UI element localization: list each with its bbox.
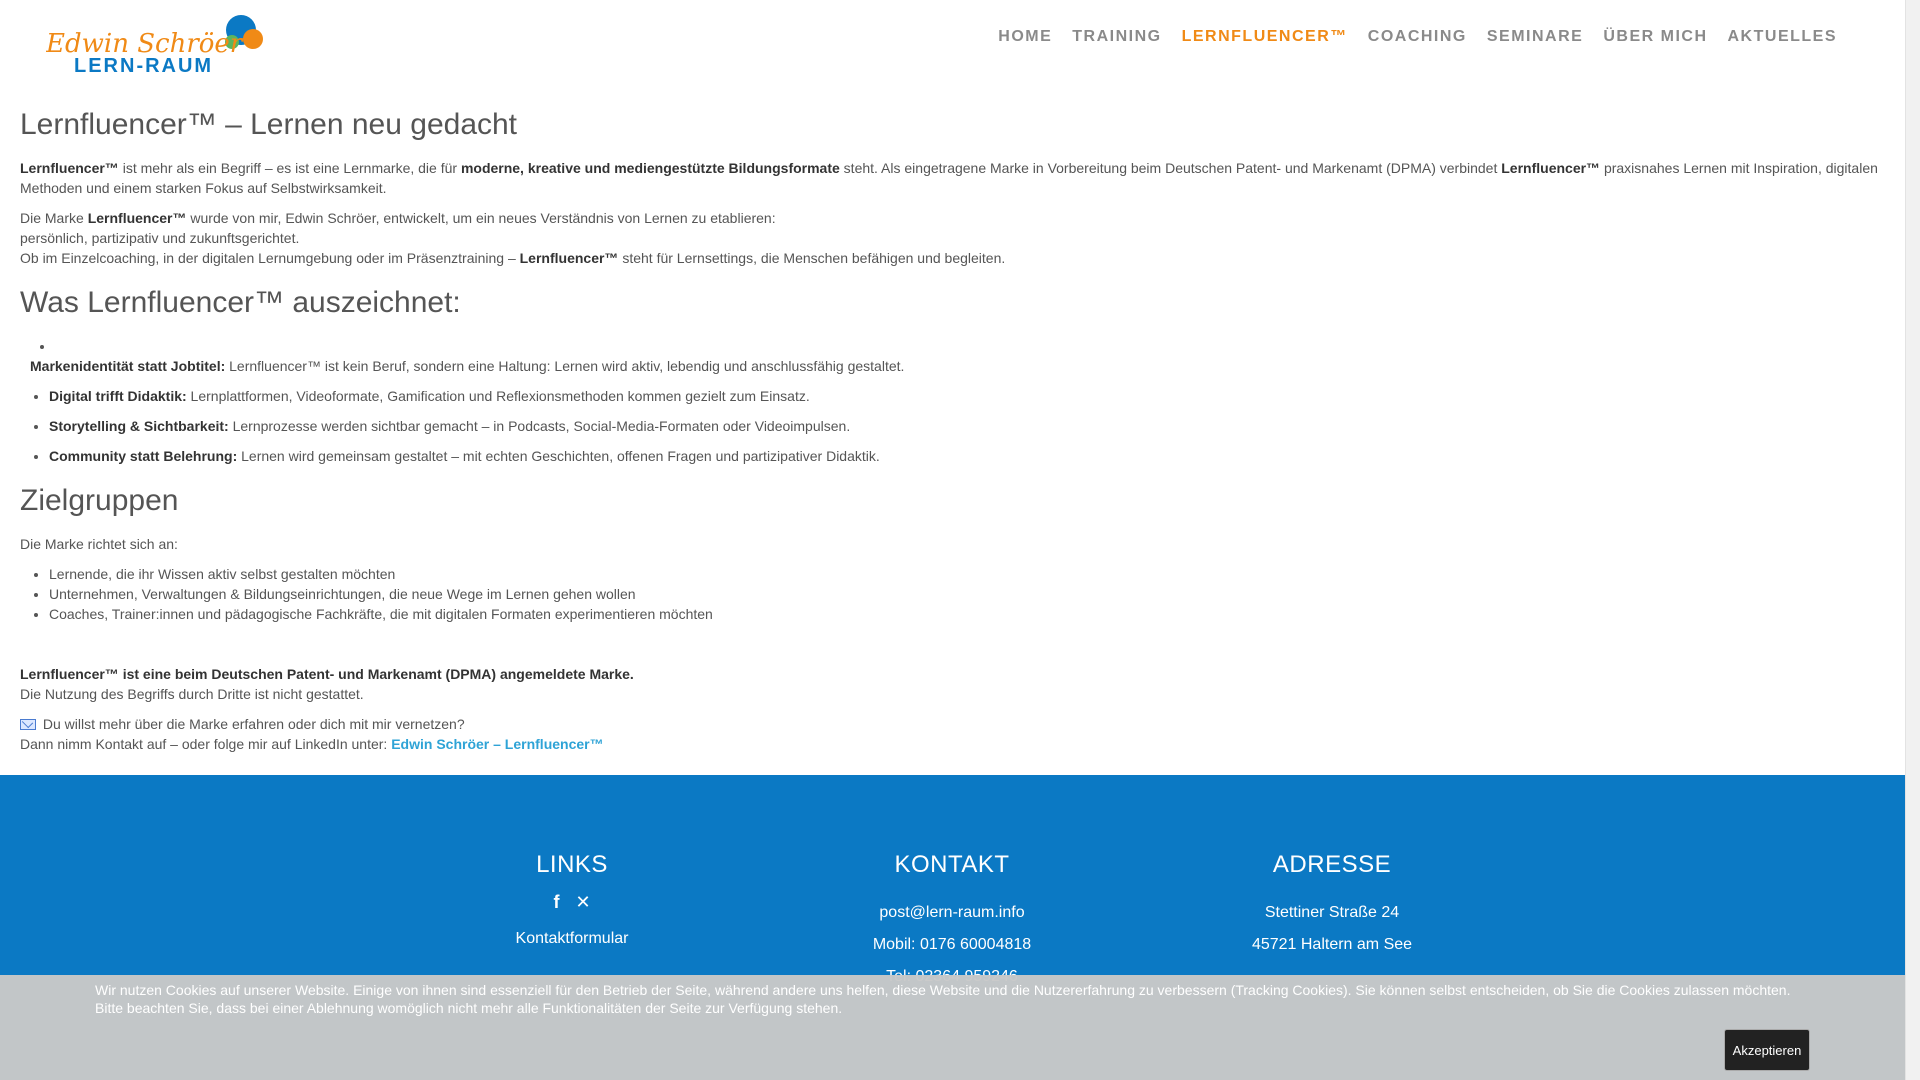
site-header xyxy=(0,0,1905,86)
feature-bold: Markenidentität statt Jobtitel: xyxy=(30,358,226,374)
footer-contact-heading: KONTAKT xyxy=(894,851,1010,878)
trademark-bold: Lernfluencer™ ist eine beim Deutschen Patent- und Markenamt (DPMA) angemeldete Marke. xyxy=(20,666,634,682)
social-icons xyxy=(422,891,722,913)
nav-lernfluencer[interactable]: LERNFLUENCER™ xyxy=(1181,28,1348,45)
list-item: • Coaches, Trainer:innen und pädagogische Fachkräfte, die mit digitalen Formaten experimentieren möchten xyxy=(49,604,1885,624)
cookie-text-line-2: Bitte beachten Sie, dass bei einer Ablehnung womöglich nicht mehr alle Funktionalitäten der Seite zur Verfügung stehen. xyxy=(95,1000,843,1016)
target-groups-list xyxy=(20,564,1885,624)
contact-mobile: Mobil: 0176 60004818 xyxy=(872,936,1032,953)
facebook-icon[interactable]: f xyxy=(553,891,560,912)
xing-icon[interactable]: ✕ xyxy=(575,891,591,912)
target-groups-intro: Die Marke richtet sich an: xyxy=(20,536,178,552)
intro-paragraph xyxy=(20,158,1885,198)
feature-text: Lernprozesse werden sichtbar gemacht – in Podcasts, Social-Media-Formaten oder Videoimpulsen. xyxy=(228,418,851,434)
nav-aktuelles[interactable]: AKTUELLES xyxy=(1727,28,1837,45)
cookie-text xyxy=(95,981,1795,1017)
origin-bold-2: Lernfluencer™ xyxy=(519,250,619,266)
address-city: 45721 Haltern am See xyxy=(1251,936,1413,953)
list-item xyxy=(49,446,1885,466)
nav-coaching[interactable]: COACHING xyxy=(1367,28,1467,45)
trademark-notice xyxy=(20,664,1885,704)
contact-text: Dann nimm Kontakt auf – oder folge mir auf LinkedIn unter: xyxy=(20,736,392,752)
page-title: Lernfluencer™ – Lernen neu gedacht xyxy=(20,108,518,141)
cookie-banner xyxy=(0,975,1905,1080)
contact-question: Du willst mehr über die Marke erfahren oder dich mit mir vernetzen? xyxy=(39,716,465,732)
origin-bold-1: Lernfluencer™ xyxy=(87,210,187,226)
feature-text: Lernfluencer™ ist kein Beruf, sondern eine Haltung: Lernen wird aktiv, lebendig und anschlussfähig gestaltet. xyxy=(225,358,905,374)
features-heading: Was Lernfluencer™ auszeichnet: xyxy=(20,286,461,319)
nav-home[interactable]: HOME xyxy=(998,28,1053,45)
feature-text: Lernplattformen, Videoformate, Gamification und Reflexionsmethoden kommen gezielt zum Einsatz. xyxy=(186,388,810,404)
feature-bold: Storytelling & Sichtbarkeit: xyxy=(49,418,229,434)
logo-graphic xyxy=(46,12,276,74)
nav-seminare[interactable]: SEMINARE xyxy=(1486,28,1584,45)
contact-email[interactable]: post@lern-raum.info xyxy=(879,904,1025,921)
trademark-text: Die Nutzung des Begriffs durch Dritte ist nicht gestattet. xyxy=(20,686,364,702)
feature-bold: Community statt Belehrung: xyxy=(49,448,238,464)
origin-text-4: steht für Lernsettings, die Menschen befähigen und begleiten. xyxy=(618,250,1006,266)
feature-text: Lernen wird gemeinsam gestaltet – mit echten Geschichten, offenen Fragen und partizipativer Didaktik. xyxy=(237,448,880,464)
logo-brand-text: LERN-RAUM xyxy=(74,55,214,74)
footer-contact-column xyxy=(802,851,1102,993)
vertical-scrollbar[interactable] xyxy=(1905,0,1920,1080)
intro-text-2: steht. Als eingetragene Marke in Vorbereitung beim Deutschen Patent- und Markenamt (DPMA) verbindet xyxy=(839,160,1502,176)
main-navigation xyxy=(988,28,1847,46)
feature-bold: Digital trifft Didaktik: xyxy=(49,388,187,404)
origin-line-2: persönlich, partizipativ und zukunftsgerichtet. xyxy=(20,230,300,246)
intro-text-3: praxisnahes Lernen mit Inspiration, digitalen Methoden und einem starken Fokus auf Selbstwirksamkeit. xyxy=(20,160,1878,196)
footer-links-heading: LINKS xyxy=(536,851,608,878)
intro-bold-3: Lernfluencer™ xyxy=(1501,160,1601,176)
accept-cookies-button[interactable]: Akzeptieren xyxy=(1724,1029,1810,1071)
cookie-text-line-1: Wir nutzen Cookies auf unserer Website. Einige von ihnen sind essenziell für den Betrieb der Seite, während andere uns helfen, diese Website und die Nutzererfahrung zu verbessern (Tracking Cookies). Sie können selbst entscheiden, ob Sie die Cookies zulassen möchten. xyxy=(95,982,1791,998)
linkedin-link[interactable]: Edwin Schröer – Lernfluencer™ xyxy=(391,736,604,752)
origin-paragraph xyxy=(20,208,1885,268)
envelope-icon xyxy=(20,719,36,730)
features-list xyxy=(20,336,1885,466)
intro-bold-1: Lernfluencer™ xyxy=(20,160,119,176)
nav-ueber-mich[interactable]: ÜBER MICH xyxy=(1603,28,1708,45)
footer-links-column xyxy=(422,851,722,955)
contact-paragraph xyxy=(20,714,1885,754)
intro-bold-2: moderne, kreative und mediengestützte Bildungsformate xyxy=(460,160,840,176)
list-item xyxy=(30,336,1885,376)
origin-text-1: Die Marke xyxy=(20,210,88,226)
contact-form-link[interactable]: Kontaktformular xyxy=(515,930,629,947)
list-item: • Unternehmen, Verwaltungen & Bildungseinrichtungen, die neue Wege im Lernen gehen wollen xyxy=(49,584,1885,604)
list-item xyxy=(49,386,1885,406)
list-item: • Lernende, die ihr Wissen aktiv selbst gestalten möchten xyxy=(49,564,1885,584)
target-groups-heading: Zielgruppen xyxy=(20,484,179,517)
footer-address-column xyxy=(1182,851,1482,961)
origin-text-3: Ob im Einzelcoaching, in der digitalen Lernumgebung oder im Präsenztraining – xyxy=(20,250,520,266)
origin-text-2: wurde von mir, Edwin Schröer, entwickelt, um ein neues Verständnis von Lernen zu etablieren: xyxy=(186,210,776,226)
footer-address-heading: ADRESSE xyxy=(1272,851,1392,878)
list-item xyxy=(49,416,1885,436)
address-street: Stettiner Straße 24 xyxy=(1264,904,1400,921)
nav-training[interactable]: TRAINING xyxy=(1072,28,1162,45)
logo-script-text: Edwin Schröer xyxy=(46,29,243,59)
intro-text-1: ist mehr als ein Begriff – es ist eine Lernmarke, die für xyxy=(118,160,461,176)
main-content xyxy=(0,108,1905,754)
site-logo[interactable] xyxy=(46,12,276,74)
